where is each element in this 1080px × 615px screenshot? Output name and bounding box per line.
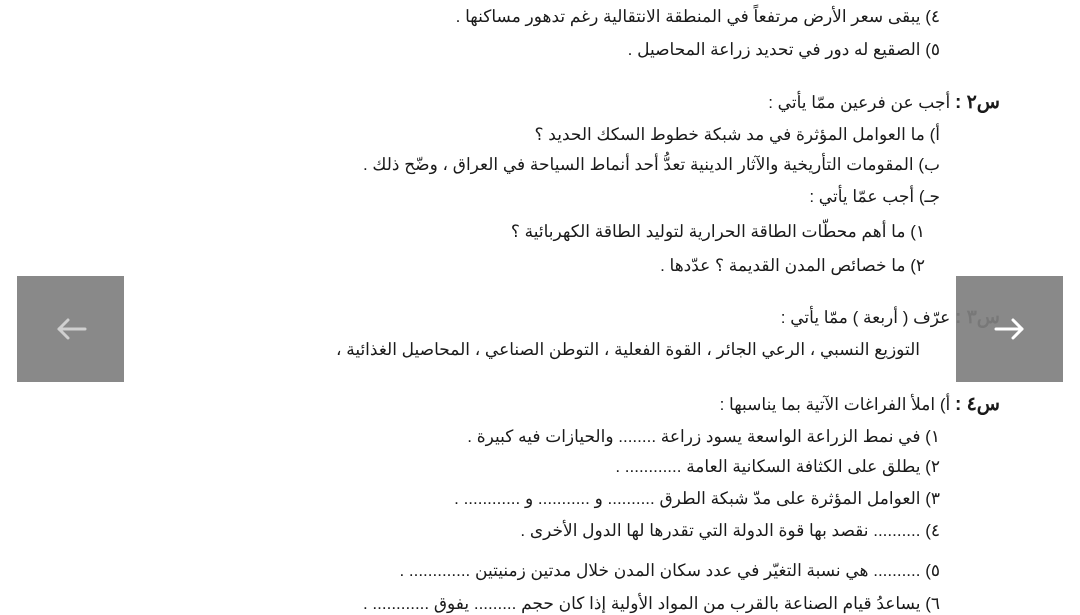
question-label: س٢ : xyxy=(954,92,1000,113)
question-label: س٤ : xyxy=(954,394,1000,415)
question-2-header xyxy=(768,92,1000,114)
text-line: ٦) يساعدُ قيام الصناعة بالقرب من المواد الأولية إذا كان حجم ......... يفوق ............ . xyxy=(362,594,940,613)
text-line: ٢) ما خصائص المدن القديمة ؟ عدّدها . xyxy=(660,256,925,275)
question-prompt: أجب عن فرعين ممّا يأتي : xyxy=(768,93,951,112)
text-line: ٢) يطلق على الكثافة السكانية العامة ............ . xyxy=(615,457,940,476)
text-line: التوزيع النسبي ، الرعي الجائر ، القوة الفعلية ، التوطن الصناعي ، المحاصيل الغذائية ، xyxy=(336,340,920,359)
arrow-right-icon xyxy=(990,309,1030,349)
question-prompt: أ) املأ الفراغات الآتية بما يناسبها : xyxy=(719,395,951,414)
text-line: ٤) يبقى سعر الأرض مرتفعاً في المنطقة الانتقالية رغم تدهور مساكنها . xyxy=(455,7,940,26)
text-line: ١) ما أهم محطّات الطاقة الحرارية لتوليد الطاقة الكهربائية ؟ xyxy=(510,222,925,241)
question-prompt: عرّف ( أربعة ) ممّا يأتي : xyxy=(780,308,951,327)
next-page-button[interactable] xyxy=(956,276,1063,382)
text-line: ١) في نمط الزراعة الواسعة يسود زراعة ........ والحيازات فيه كبيرة . xyxy=(467,427,940,446)
text-line: ٥) الصقيع له دور في تحديد زراعة المحاصيل . xyxy=(627,40,940,59)
question-4-header xyxy=(720,394,1000,416)
previous-page-button[interactable] xyxy=(17,276,124,382)
arrow-left-icon xyxy=(51,309,91,349)
text-line: أ) ما العوامل المؤثرة في مد شبكة خطوط السكك الحديد ؟ xyxy=(534,125,940,144)
text-line: ٥) .......... هي نسبة التغيّر في عدد سكان المدن خلال مدتين زمنيتين ............. . xyxy=(399,561,940,580)
text-line: ٤) .......... نقصد بها قوة الدولة التي تقدرها لها الدول الأخرى . xyxy=(520,521,940,540)
text-line: ٣) العوامل المؤثرة على مدّ شبكة الطرق .......... و ........... و ............ . xyxy=(454,489,940,508)
text-line: جـ) أجب عمّا يأتي : xyxy=(809,187,940,206)
text-line: ب) المقومات التأريخية والآثار الدينية تعدُّ أحد أنماط السياحة في العراق ، وضّح ذلك . xyxy=(362,155,940,174)
